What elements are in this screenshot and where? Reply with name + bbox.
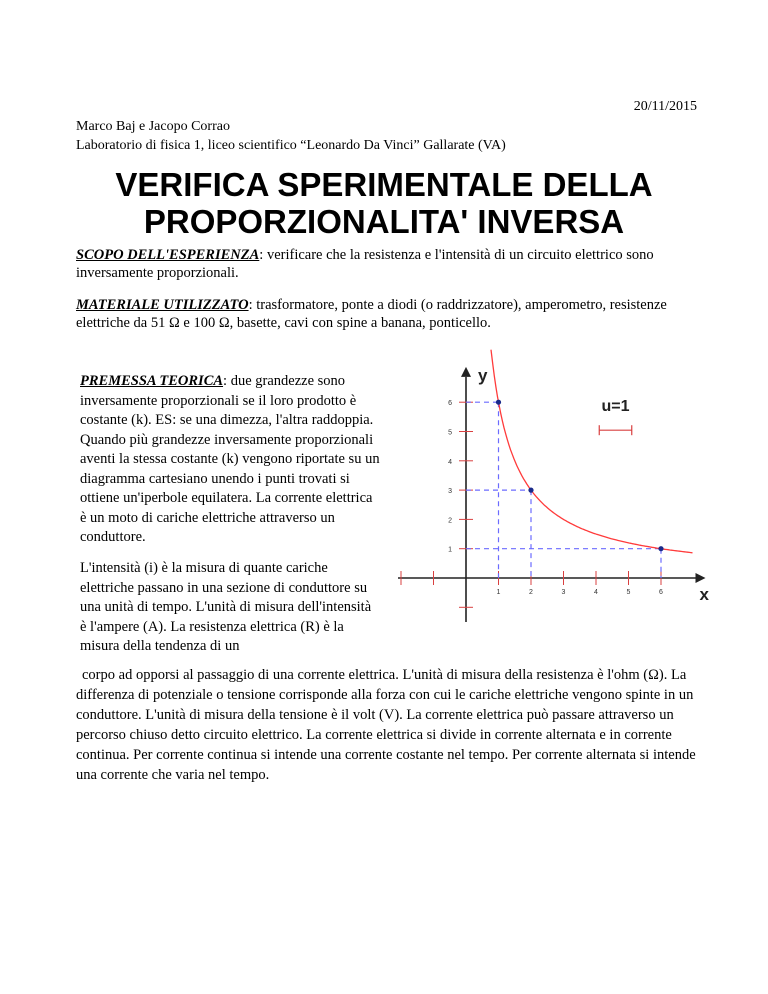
x-axis-arrow	[696, 573, 706, 583]
y-tick-label: 4	[448, 458, 452, 466]
scopo-paragraph	[76, 246, 696, 282]
page-title	[40, 166, 728, 240]
corpo-paragraph: corpo ad opporsi al passaggio di una corrente elettrica. L'unità di misura della resistenza è l'ohm (Ω). La differenza di potenziale o tensione corrisponde alla forza con cui le cariche elettriche vengono spinte in un conduttore. L'unità di misura della tensione è il volt (V). La corrente elettrica può passare attraverso un percorso chiuso detto circuito elettrico. La corrente elettrica si divide in corrente alternata e in corrente continua. Per corrente continua si intende una corrente costante nel tempo. Per corrente alternata si intende una corrente che varia nel tempo.	[76, 667, 696, 783]
lab-info: Laboratorio di fisica 1, liceo scientifico “Leonardo Da Vinci” Gallarate (VA)	[76, 138, 506, 153]
materiale-heading: MATERIALE UTILIZZATO	[76, 297, 249, 313]
data-point	[528, 488, 533, 493]
materiale-paragraph	[76, 296, 696, 332]
x-tick-label: 2	[529, 589, 533, 596]
scopo-text: : verificare che la resistenza e l'intensità di un circuito elettrico sono inversamente proporzionali.	[76, 247, 654, 281]
x-tick-label: 4	[594, 589, 598, 596]
data-point	[496, 400, 501, 405]
premessa-paragraph	[80, 372, 380, 548]
hyperbola-curve	[491, 350, 693, 553]
scopo-heading: SCOPO DELL'ESPERIENZA	[76, 247, 260, 263]
premessa-heading: PREMESSA TEORICA	[80, 373, 224, 389]
header-info	[76, 117, 506, 155]
authors: Marco Baj e Jacopo Corrao	[76, 119, 230, 134]
y-axis-arrow	[461, 367, 471, 377]
title-line-2: PROPORZIONALITA' INVERSA	[143, 203, 625, 240]
y-tick-label: 2	[448, 517, 452, 525]
y-tick-label: 1	[448, 546, 452, 554]
x-axis-label: x	[699, 585, 709, 604]
x-tick-label: 1	[496, 589, 501, 596]
x-tick-label: 6	[659, 589, 663, 596]
unit-label: u=1	[601, 398, 630, 416]
x-tick-label: 3	[561, 589, 566, 596]
premessa-text: : due grandezze sono inversamente proporzionali se il loro prodotto è costante (k). ES: se una dimezza, l'altra raddoppia. Quando più grandezze inversamente proporzionali aventi la stessa costante (k) vengono riportate su un diagramma cartesiano unendo i punti trovati si ottiene un'iperbole equilatera. La corrente elettrica è un moto di cariche elettriche attraverso un conduttore.	[80, 373, 380, 545]
data-point	[658, 546, 663, 551]
y-tick-label: 6	[448, 400, 452, 408]
y-axis-label: y	[478, 365, 488, 385]
intensita-paragraph: L'intensità (i) è la misura di quante cariche elettriche passano in una sezione di conduttore su una unità di tempo. L'unità di misura dell'intensità è l'ampere (A). La resistenza elettrica (R) è la misura della tendenza di un	[80, 560, 372, 654]
title-line-1: VERIFICA SPERIMENTALE DELLA	[115, 166, 653, 203]
y-tick-label: 5	[448, 429, 452, 437]
y-tick-label: 3	[448, 488, 452, 496]
x-tick-label: 5	[626, 589, 631, 596]
hyperbola-chart	[394, 365, 709, 648]
materiale-text: : trasformatore, ponte a diodi (o raddrizzatore), amperometro, resistenze elettriche da 51 Ω e 100 Ω, basette, cavi con spine a banana, ponticello.	[76, 297, 667, 331]
date: 20/11/2015	[633, 99, 697, 114]
